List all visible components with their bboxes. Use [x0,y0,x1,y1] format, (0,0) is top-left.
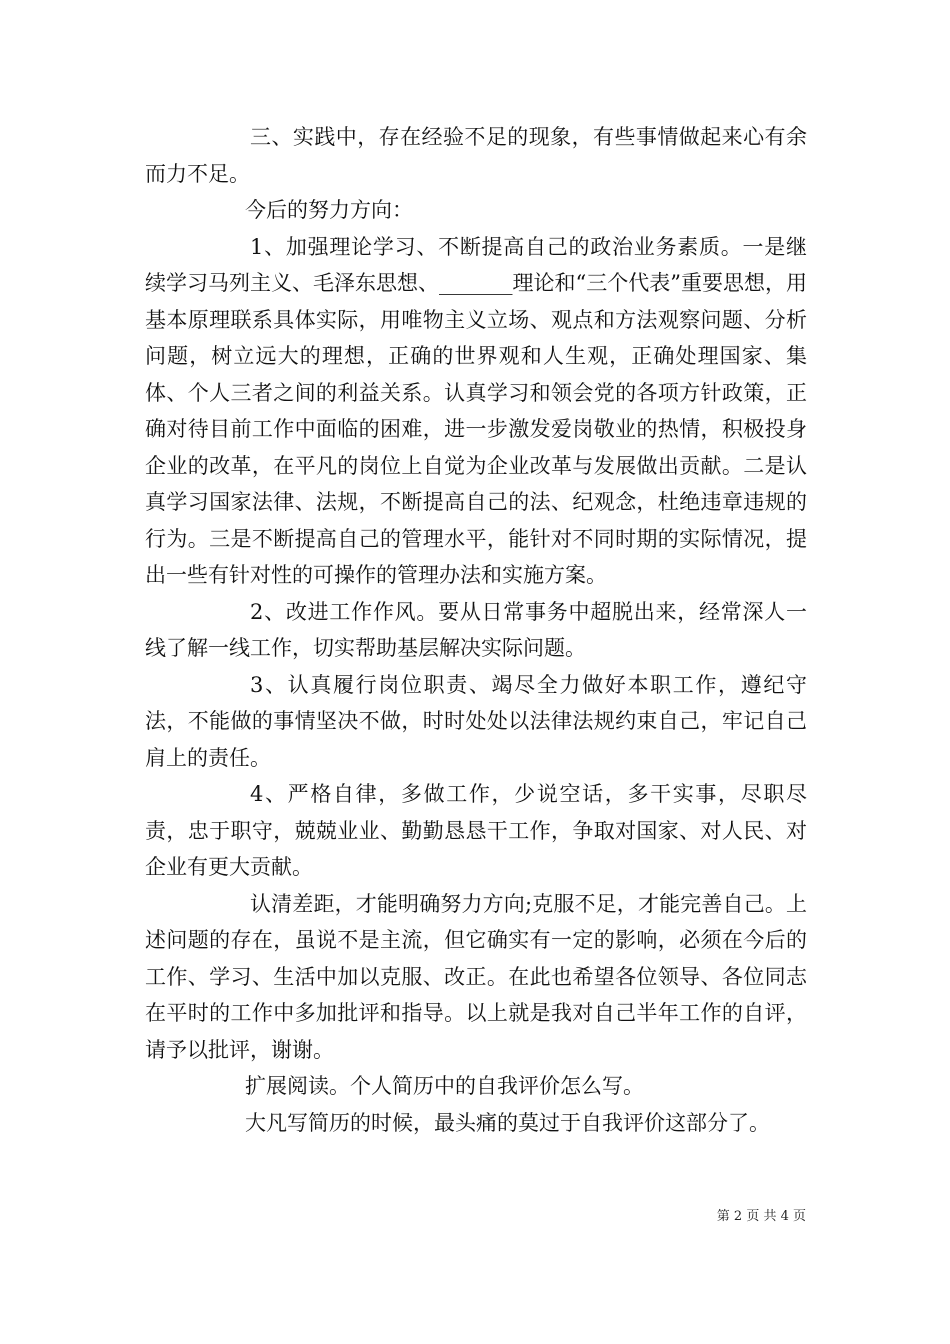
paragraph-practice-shortcoming: 三、实践中，存在经验不足的现象，有些事情做起来心有余而力不足。 [145,125,807,186]
page-number-footer: 第 2 页 共 4 页 [716,1209,806,1224]
paragraph-item-2-work-style: 2、改进工作作风。要从日常事务中超脱出来，经常深人一线了解一线工作，切实帮助基层解决实际问题。 [145,599,807,660]
paragraph-resume-intro: 大凡写简历的时候，最头痛的莫过于自我评价这部分了。 [245,1110,770,1135]
paragraph-item-4-self-discipline: 4、严格自律，多做工作，少说空话，多干实事，尽职尽责，忠于职守，兢兢业业、勤勤恳恳干工作，争取对国家、对人民、对企业有更大贡献。 [145,782,807,879]
paragraph-extended-reading: 扩展阅读。个人简历中的自我评价怎么写。 [245,1074,644,1098]
document-body [145,119,807,1141]
paragraph-conclusion: 认清差距，才能明确努力方向;克服不足，才能完善自己。上述问题的存在，虽说不是主流，但它确实有一定的影响，必须在今后的工作、学习、生活中加以克服、改正。在此也希望各位领导、各位同志在平时的工作中多加批评和指导。以上就是我对自己半年工作的自评，请予以批评，谢谢。 [145,891,807,1062]
paragraph-future-direction-heading: 今后的努力方向： [245,198,413,222]
paragraph-item-3-duties: 3、认真履行岗位职责、竭尽全力做好本职工作，遵纪守法，不能做的事情坚决不做，时时处处以法律法规约束自己，牢记自己肩上的责任。 [145,672,807,770]
paragraph-item-1-theory-study: 1、加强理论学习、不断提高自己的政治业务素质。一是继续学习马列主义、毛泽东思想、_______理论和“三个代表”重要思想，用基本原理联系具体实际，用唯物主义立场、观点和方法观察问题、分析问题，树立远大的理想，正确的世界观和人生观，正确处理国家、集体、个人三者之间的利益关系。认真学习和领会党的各项方针政策，正确对待目前工作中面临的困难，进一步激发爱岗敬业的热情，积极投身企业的改革，在平凡的岗位上自觉为企业改革与发展做出贡献。二是认真学习国家法律、法规，不断提高自己的法、纪观念，杜绝违章违规的行为。三是不断提高自己的管理水平，能针对不同时期的实际情况，提出一些有针对性的可操作的管理办法和实施方案。 [145,234,807,587]
